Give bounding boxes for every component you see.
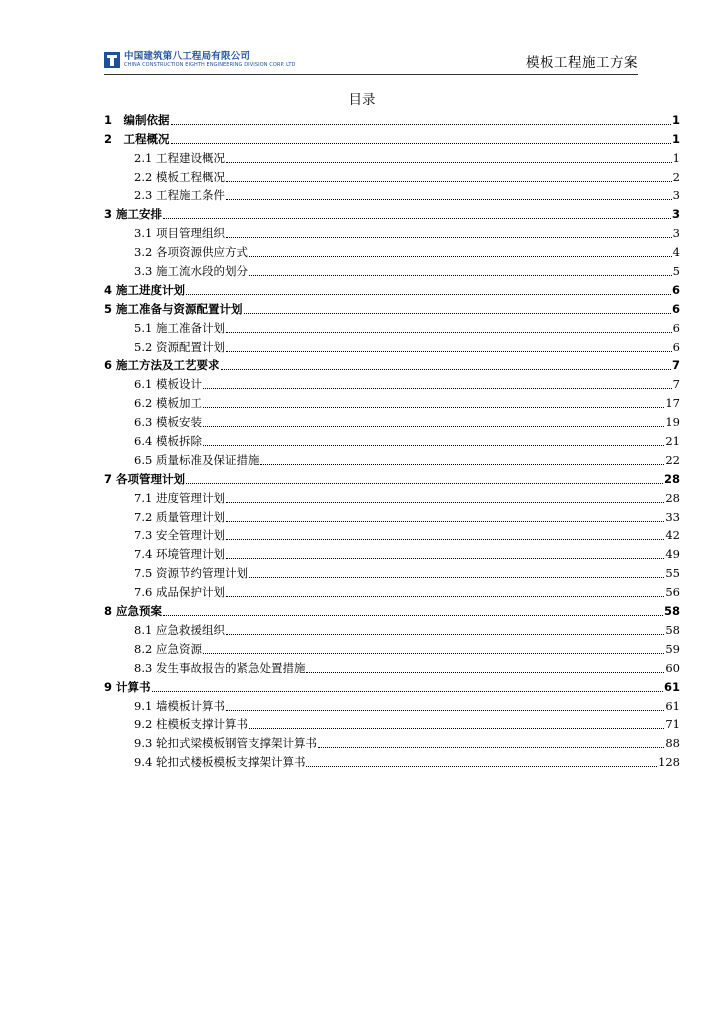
toc-entry-page: 49 (665, 547, 680, 562)
cscec-logo-icon (104, 52, 120, 68)
toc-chapter-entry[interactable] (104, 676, 680, 695)
toc-entry-label: 8.1 应急救援组织 (134, 622, 225, 637)
toc-entry-label: 7.2 质量管理计划 (134, 509, 225, 524)
toc-section-entry[interactable] (104, 392, 680, 411)
toc-entry-label: 3.2 各项资源供应方式 (134, 245, 248, 260)
toc-dot-leader (226, 237, 672, 238)
toc-entry-label: 5.1 施工准备计划 (134, 320, 225, 335)
toc-entry-label: 1 编制依据 (104, 112, 170, 127)
toc-dot-leader (226, 351, 672, 352)
toc-entry-page: 3 (672, 188, 680, 203)
toc-dot-leader (226, 634, 664, 635)
toc-entry-label: 6.4 模板拆除 (134, 434, 202, 449)
toc-section-entry[interactable] (104, 657, 680, 676)
toc-dot-leader (203, 388, 672, 389)
toc-dot-leader (163, 615, 663, 616)
toc-entry-page: 59 (665, 641, 680, 656)
toc-entry-page: 61 (663, 679, 680, 694)
toc-chapter-entry[interactable] (104, 468, 680, 487)
toc-section-entry[interactable] (104, 732, 680, 751)
toc-entry-label: 9.3 轮扣式梁模板钢管支撑架计算书 (134, 736, 317, 751)
toc-dot-leader (226, 502, 664, 503)
toc-entry-label: 2.2 模板工程概况 (134, 169, 225, 184)
toc-dot-leader (249, 256, 672, 257)
toc-entry-page: 58 (663, 604, 680, 619)
toc-entry-label: 7.4 环境管理计划 (134, 547, 225, 562)
toc-entry-label: 8 应急预案 (104, 604, 163, 619)
toc-entry-label: 7.5 资源节约管理计划 (134, 566, 248, 581)
toc-section-entry[interactable] (104, 411, 680, 430)
toc-dot-leader (226, 199, 672, 200)
toc-section-entry[interactable] (104, 581, 680, 600)
toc-entry-page: 5 (672, 264, 680, 279)
toc-entry-page: 19 (665, 415, 680, 430)
company-logo (104, 49, 295, 71)
toc-dot-leader (203, 407, 664, 408)
toc-entry-page: 28 (663, 471, 680, 486)
toc-dot-leader (249, 577, 664, 578)
toc-section-entry[interactable] (104, 695, 680, 714)
toc-dot-leader (203, 445, 664, 446)
toc-section-entry[interactable] (104, 336, 680, 355)
toc-section-entry[interactable] (104, 619, 680, 638)
toc-chapter-entry[interactable] (104, 298, 680, 317)
toc-entry-page: 7 (672, 377, 680, 392)
toc-chapter-entry[interactable] (104, 203, 680, 222)
toc-dot-leader (163, 218, 671, 219)
toc-entry-label: 2.1 工程建设概况 (134, 150, 225, 165)
toc-dot-leader (226, 332, 672, 333)
toc-entry-label: 8.3 发生事故报告的紧急处置措施 (134, 660, 306, 675)
toc-entry-page: 7 (671, 358, 680, 373)
toc-entry-page: 6 (672, 339, 680, 354)
toc-entry-page: 28 (665, 490, 680, 505)
toc-section-entry[interactable] (104, 430, 680, 449)
company-name-cn: 中国建筑第八工程局有限公司 (124, 51, 251, 62)
toc-entry-label: 9.1 墙模板计算书 (134, 698, 225, 713)
toc-chapter-entry[interactable] (104, 279, 680, 298)
toc-section-entry[interactable] (104, 562, 680, 581)
toc-entry-page: 21 (665, 434, 680, 449)
toc-entry-label: 3 施工安排 (104, 207, 163, 222)
toc-entry-page: 4 (672, 245, 680, 260)
document-title: 模板工程施工方案 (526, 55, 638, 71)
toc-section-entry[interactable] (104, 147, 680, 166)
toc-entry-label: 7.1 进度管理计划 (134, 490, 225, 505)
toc-title: 目录 (348, 92, 376, 108)
toc-section-entry[interactable] (104, 487, 680, 506)
page-header (104, 44, 638, 75)
toc-dot-leader (171, 124, 671, 125)
toc-chapter-entry[interactable] (104, 600, 680, 619)
toc-entry-page: 6 (671, 301, 680, 316)
toc-dot-leader (171, 143, 671, 144)
toc-section-entry[interactable] (104, 373, 680, 392)
toc-entry-page: 128 (658, 755, 680, 770)
toc-entry-label: 2.3 工程施工条件 (134, 188, 225, 203)
toc-entry-page: 88 (665, 736, 680, 751)
toc-section-entry[interactable] (104, 260, 680, 279)
toc-dot-leader (249, 275, 672, 276)
toc-entry-page: 58 (665, 622, 680, 637)
toc-entry-page: 42 (665, 528, 680, 543)
toc-entry-page: 17 (665, 396, 680, 411)
toc-entry-page: 6 (671, 282, 680, 297)
toc-entry-label: 7.6 成品保护计划 (134, 585, 225, 600)
toc-section-entry[interactable] (104, 222, 680, 241)
toc-entry-label: 9.4 轮扣式楼板模板支撑架计算书 (134, 755, 306, 770)
toc-entry-page: 2 (672, 169, 680, 184)
toc-dot-leader (226, 521, 664, 522)
toc-dot-leader (306, 766, 657, 767)
toc-entry-page: 1 (672, 150, 680, 165)
toc-dot-leader (186, 294, 671, 295)
toc-entry-label: 6 施工方法及工艺要求 (104, 358, 220, 373)
toc-entry-label: 7 各项管理计划 (104, 471, 186, 486)
toc-section-entry[interactable] (104, 506, 680, 525)
toc-entry-page: 33 (665, 509, 680, 524)
toc-entry-label: 9.2 柱模板支撑计算书 (134, 717, 248, 732)
toc-entry-page: 55 (665, 566, 680, 581)
toc-dot-leader (226, 162, 672, 163)
toc-entry-label: 2 工程概况 (104, 131, 170, 146)
toc-entry-page: 3 (671, 207, 680, 222)
toc-entry-label: 5 施工准备与资源配置计划 (104, 301, 243, 316)
toc-entry-label: 3.3 施工流水段的划分 (134, 264, 248, 279)
toc-dot-leader (244, 313, 671, 314)
toc-section-entry[interactable] (104, 525, 680, 544)
toc-entry-page: 71 (665, 717, 680, 732)
toc-dot-leader (260, 464, 664, 465)
toc-dot-leader (318, 747, 664, 748)
toc-entry-label: 8.2 应急资源 (134, 641, 202, 656)
toc-entry-label: 9 计算书 (104, 679, 151, 694)
toc-section-entry[interactable] (104, 241, 680, 260)
toc-entry-label: 6.1 模板设计 (134, 377, 202, 392)
toc-entry-label: 3.1 项目管理组织 (134, 226, 225, 241)
toc-section-entry[interactable] (104, 714, 680, 733)
toc-chapter-entry[interactable] (104, 109, 680, 128)
toc-section-entry[interactable] (104, 751, 680, 770)
toc-entry-page: 61 (665, 698, 680, 713)
toc-section-entry[interactable] (104, 317, 680, 336)
toc-dot-leader (186, 483, 663, 484)
toc-entry-label: 6.5 质量标准及保证措施 (134, 452, 260, 467)
toc-section-entry[interactable] (104, 166, 680, 185)
toc-dot-leader (221, 369, 671, 370)
toc-dot-leader (226, 710, 664, 711)
toc-entry-page: 60 (665, 660, 680, 675)
toc-dot-leader (226, 596, 664, 597)
toc-entry-label: 4 施工进度计划 (104, 282, 186, 297)
toc-dot-leader (306, 672, 664, 673)
toc-entry-label: 7.3 安全管理计划 (134, 528, 225, 543)
toc-chapter-entry[interactable] (104, 355, 680, 374)
toc-entry-page: 22 (665, 452, 680, 467)
toc-entry-page: 3 (672, 226, 680, 241)
toc-section-entry[interactable] (104, 449, 680, 468)
toc-section-entry[interactable] (104, 185, 680, 204)
toc-entry-page: 1 (671, 112, 680, 127)
toc-entry-page: 6 (672, 320, 680, 335)
company-name-en: CHINA CONSTRUCTION EIGHTH ENGINEERING DIVISION CORP. LTD (124, 62, 296, 68)
toc-dot-leader (226, 539, 664, 540)
toc-entry-label: 6.3 模板安装 (134, 415, 202, 430)
toc-entry-label: 6.2 模板加工 (134, 396, 202, 411)
toc-entry-label: 5.2 资源配置计划 (134, 339, 225, 354)
toc-section-entry[interactable] (104, 638, 680, 657)
table-of-contents (104, 109, 680, 770)
toc-dot-leader (203, 653, 664, 654)
toc-entry-page: 1 (671, 131, 680, 146)
toc-section-entry[interactable] (104, 543, 680, 562)
toc-dot-leader (226, 181, 672, 182)
toc-dot-leader (203, 426, 664, 427)
toc-dot-leader (152, 691, 663, 692)
toc-dot-leader (249, 728, 664, 729)
toc-entry-page: 56 (665, 585, 680, 600)
toc-dot-leader (226, 558, 664, 559)
toc-chapter-entry[interactable] (104, 128, 680, 147)
